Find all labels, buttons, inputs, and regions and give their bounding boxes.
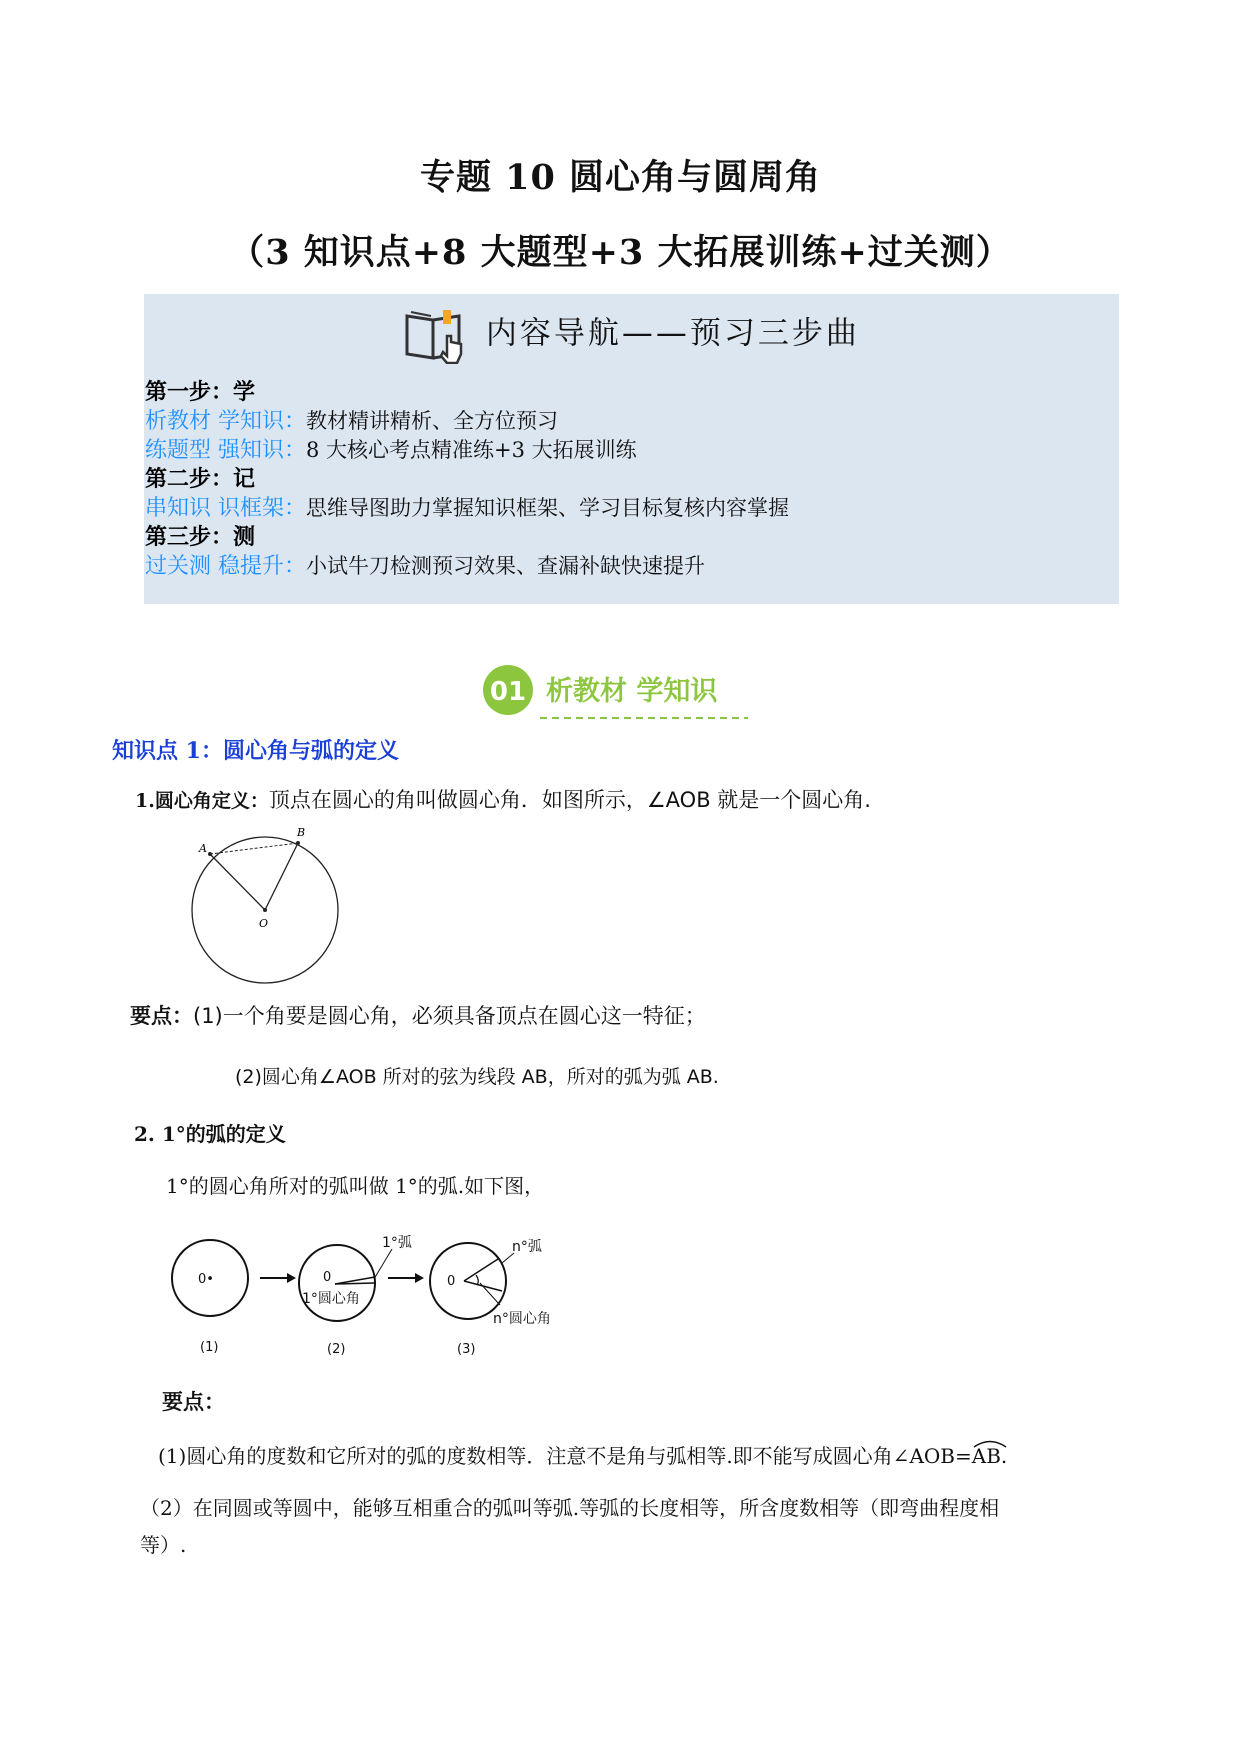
nav-item-3	[145, 494, 789, 523]
points-label: 要点：	[130, 1003, 193, 1028]
label-o: O	[259, 917, 269, 930]
key-point-1	[130, 1000, 706, 1030]
nav-item-4-text: 小试牛刀检测预习效果、查漏补缺快速提升	[306, 554, 705, 578]
note-2	[140, 1490, 1130, 1564]
nav-item-1	[145, 407, 789, 436]
point-1-text: (1)一个角要是圆心角，必须具备顶点在圆心这一特征；	[193, 1004, 706, 1028]
note-1-end: .	[1000, 1444, 1008, 1468]
arc-ab-notation	[972, 1444, 1001, 1468]
section-badge	[480, 662, 770, 726]
section-badge-graphic	[480, 662, 770, 722]
central-angle-definition	[135, 784, 871, 814]
knowledge-point-title: 知识点 1：圆心角与弧的定义	[112, 738, 399, 764]
fig2-caption-3: (3)	[457, 1342, 476, 1355]
note-1-text: (1)圆心角的度数和它所对的弧的度数相等．注意不是角与弧相等.即不能写成圆心角∠AOB=	[158, 1444, 972, 1468]
note-2-line-1: （2）在同圆或等圆中，能够互相重合的弧叫等弧.等弧的长度相等，所含度数相等（即弯曲程度相	[140, 1496, 1000, 1520]
nav-item-2-label: 练题型 强知识：	[145, 438, 306, 463]
key-point-2: (2)圆心角∠AOB 所对的弦为线段 AB，所对的弧为弧 AB.	[235, 1066, 719, 1088]
nav-step-1: 第一步：学	[145, 379, 256, 405]
book-pointer-icon	[403, 306, 469, 364]
fig2-label-angle1: 1°圆心角	[302, 1291, 360, 1307]
note-2-line-2: 等）.	[140, 1533, 187, 1557]
fig2-caption-2: (2)	[327, 1342, 346, 1355]
definition-text: 顶点在圆心的角叫做圆心角．如图所示，∠AOB 就是一个圆心角.	[268, 788, 871, 812]
central-angle-figure	[180, 820, 360, 990]
nav-lines	[145, 378, 789, 581]
fig2-label-anglen: n°圆心角	[493, 1311, 551, 1327]
fig2-label-arcn: n°弧	[512, 1239, 542, 1255]
nav-item-3-text: 思维导图助力掌握知识框架、学习目标复核内容掌握	[306, 496, 789, 520]
nav-item-1-label: 析教材 学知识：	[145, 409, 306, 434]
page-subtitle: （3 知识点+8 大题型+3 大拓展训练+过关测）	[229, 232, 1012, 273]
label-b: B	[297, 826, 306, 839]
nav-step-3: 第三步：测	[145, 524, 256, 550]
nav-item-2	[145, 436, 789, 465]
section-title: 析教材 学知识	[546, 676, 718, 707]
nav-header-text: 内容导航——预习三步曲	[485, 315, 860, 352]
nav-item-4-label: 过关测 稳提升：	[145, 554, 306, 579]
nav-item-1-text: 教材精讲精析、全方位预习	[306, 409, 558, 433]
points-label-2: 要点：	[162, 1389, 225, 1414]
fig2-label-arc1: 1°弧	[382, 1235, 412, 1251]
nav-step-2: 第二步：记	[145, 466, 256, 492]
page-title: 专题 10 圆心角与圆周角	[419, 157, 822, 198]
one-degree-arc-figure	[160, 1235, 580, 1355]
arc-ab-label: AB	[971, 1444, 1001, 1468]
content-navigation-box	[144, 294, 1119, 604]
label-a: A	[199, 842, 207, 855]
fig2-label-o2: 0	[323, 1270, 332, 1285]
nav-header	[144, 306, 1119, 364]
arc-mark-icon	[972, 1438, 1008, 1448]
nav-item-3-label: 串知识 识框架：	[145, 496, 306, 521]
fig2-label-o1: 0•	[198, 1272, 214, 1287]
subsection-title: 2. 1°的弧的定义	[134, 1122, 286, 1146]
note-1	[158, 1440, 1007, 1469]
nav-item-4	[145, 552, 789, 581]
fig2-label-o3: 0	[447, 1274, 456, 1289]
definition-label: 1.圆心角定义：	[135, 790, 269, 812]
nav-item-2-text: 8 大核心考点精准练+3 大拓展训练	[306, 438, 637, 462]
section-number: 01	[489, 677, 527, 707]
fig2-caption-1: (1)	[200, 1340, 219, 1355]
subsection-text: 1°的圆心角所对的弧叫做 1°的弧.如下图，	[166, 1174, 545, 1198]
